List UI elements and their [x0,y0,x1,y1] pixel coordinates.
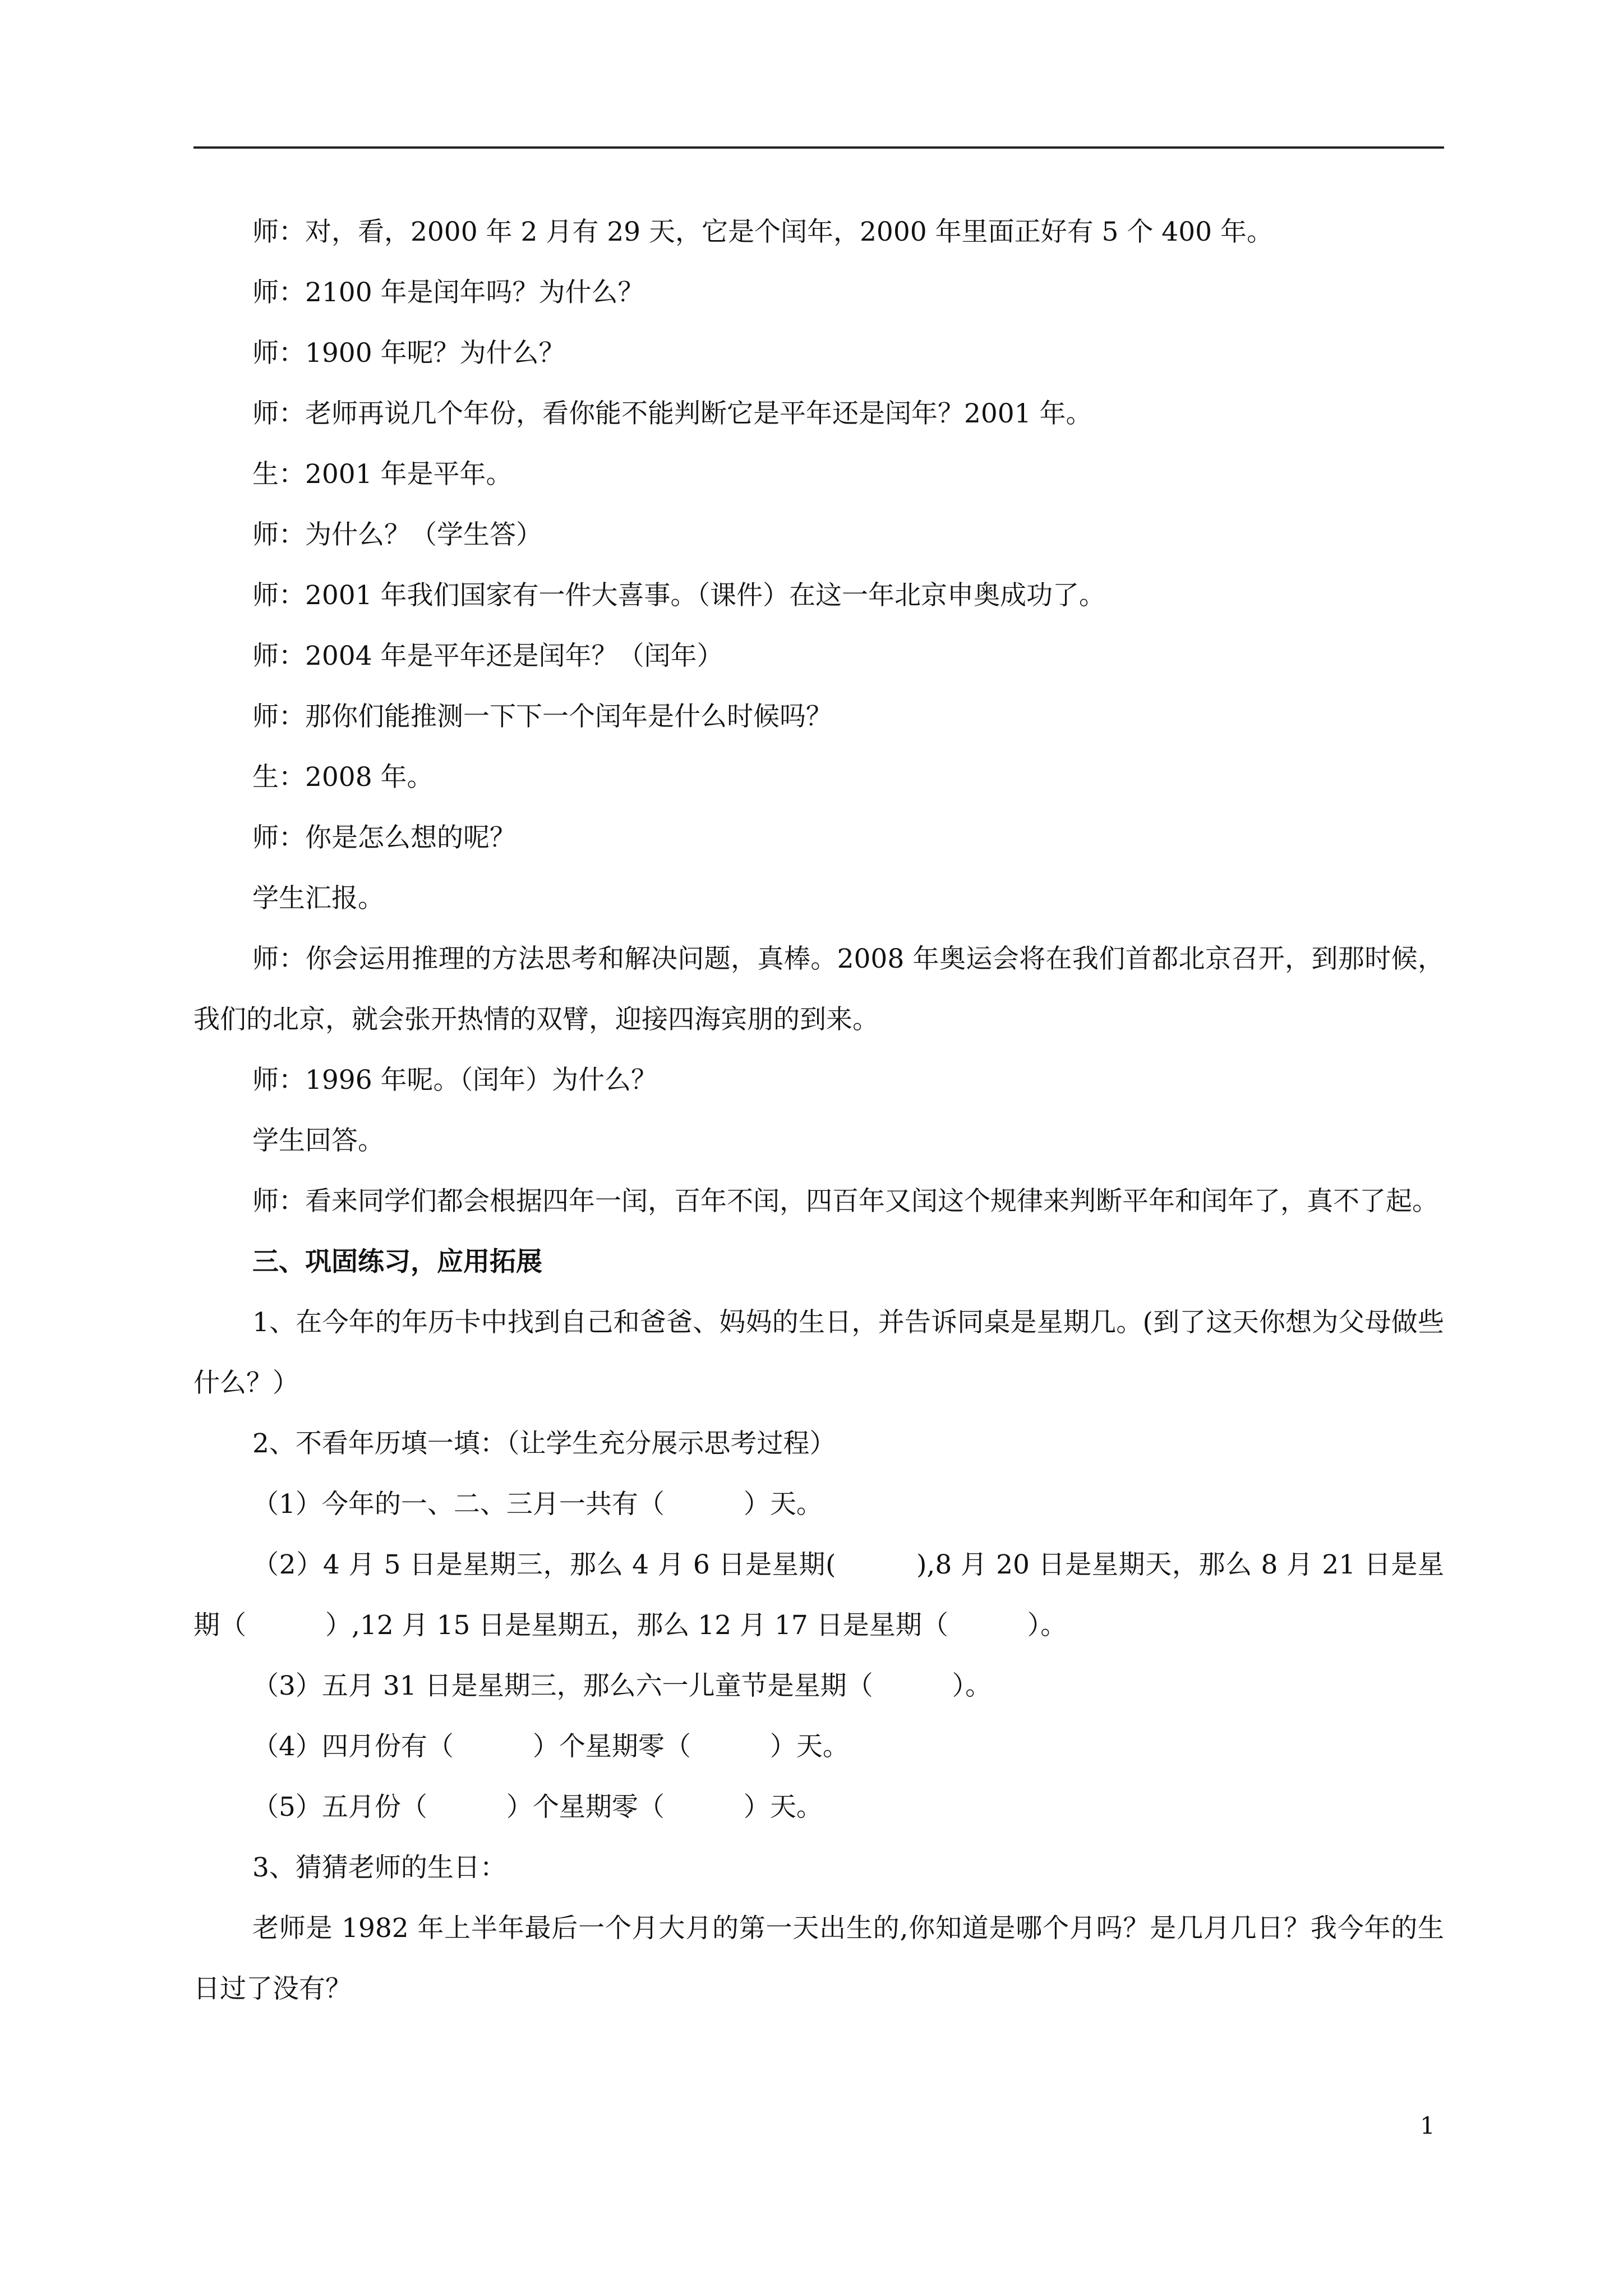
dialogue-line: 师：那你们能推测一下下一个闰年是什么时候吗？ [252,701,832,732]
header-rule [193,146,1444,149]
document-body [193,202,1444,2019]
dialogue-line: 师：你会运用推理的方法思考和解决问题，真棒。2008 年奥运会将在我们首都北京召开，到那时候，我们的北京，就会张开热情的双臂，迎接四海宾朋的到来。 [193,944,1444,1035]
dialogue-line: 师：你是怎么想的呢？ [252,822,516,853]
exercise-item: 2、不看年历填一填：（让学生充分展示思考过程） [252,1428,836,1459]
dialogue-line: 生：2001 年是平年。 [252,459,513,490]
exercise-subitem: （4）四月份有（ ）个星期零（ ）天。 [252,1731,849,1762]
dialogue-line: 师：1996 年呢。（闰年）为什么？ [252,1065,658,1096]
exercise-subitem: （5）五月份（ ）个星期零（ ）天。 [252,1792,823,1823]
narration-line: 学生回答。 [252,1125,384,1156]
exercise-subitem: （1）今年的一、二、三月一共有（ ）天。 [252,1489,823,1520]
dialogue-line: 师：看来同学们都会根据四年一闰，百年不闰，四百年又闰这个规律来判断平年和闰年了，真不了起。 [252,1186,1438,1217]
dialogue-line: 师：2004 年是平年还是闰年？（闰年） [252,641,723,671]
dialogue-line: 师：2001 年我们国家有一件大喜事。（课件）在这一年北京申奥成功了。 [252,580,1106,611]
page-number: 1 [1420,2112,1435,2139]
narration-line: 学生汇报。 [252,883,384,914]
exercise-text: 老师是 1982 年上半年最后一个月大月的第一天出生的,你知道是哪个月吗？是几月几日？我今年的生日过了没有？ [193,1913,1444,2004]
exercise-subitem: （2）4 月 5 日是星期三，那么 4 月 6 日是星期( ),8 月 20 日是星期天，那么 8 月 21 日是星期（ ）,12 月 15 日是星期五，那么 12 月 17 日是星期（ ）。 [193,1549,1444,1641]
exercise-item: 1、在今年的年历卡中找到自己和爸爸、妈妈的生日，并告诉同桌是星期几。(到了这天你想为父母做些什么？） [193,1307,1444,1398]
dialogue-line: 师：2100 年是闰年吗？为什么？ [252,277,644,308]
dialogue-line: 生：2008 年。 [252,762,434,793]
section-heading: 三、巩固练习，应用拓展 [252,1246,542,1277]
exercise-subitem: （3）五月 31 日是星期三，那么六一儿童节是星期（ ）。 [252,1671,992,1701]
dialogue-line: 师：对，看，2000 年 2 月有 29 天，它是个闰年，2000 年里面正好有 5 个 400 年。 [252,217,1273,247]
exercise-item: 3、猜猜老师的生日： [252,1852,506,1883]
dialogue-line: 师：为什么？（学生答） [252,519,542,550]
dialogue-line: 师：老师再说几个年份，看你能不能判断它是平年还是闰年？2001 年。 [252,398,1092,429]
dialogue-line: 师：1900 年呢？为什么？ [252,338,565,369]
